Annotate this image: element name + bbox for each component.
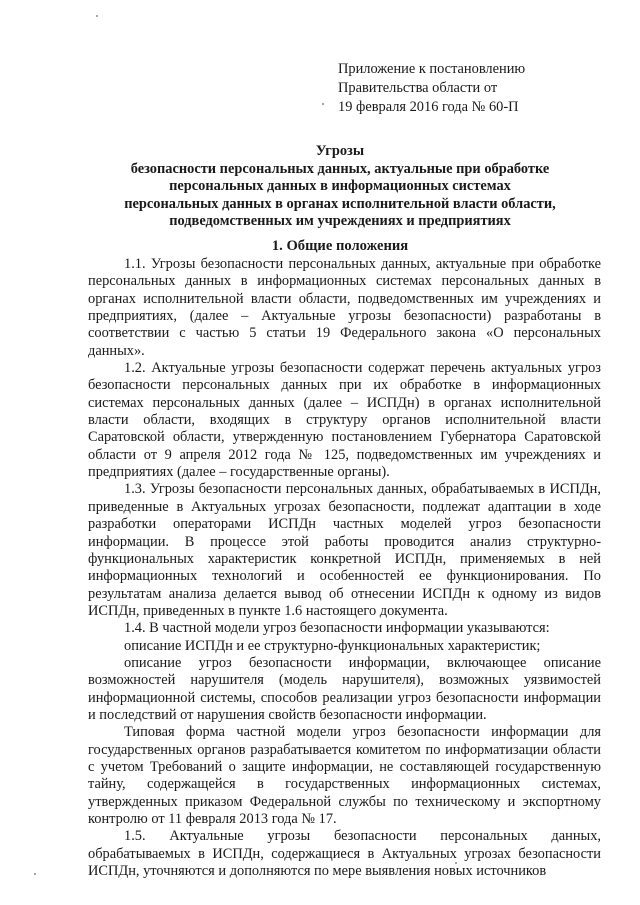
title-line: персональных данных в органах исполнительной власти области, bbox=[124, 195, 556, 212]
paragraph: 1.4. В частной модели угроз безопасности информации указываются: bbox=[124, 620, 550, 637]
paragraph: 1.3. Угрозы безопасности персональных данных, обрабатываемых в ИСПДн, приведенные в Актуальных угрозах безопасности, подлежат адаптации в ходе разработки операторами ИСПДн частных моделей угроз безопасности информации. В процессе этой работы проводится анализ структурно-функциональных характеристик конкретной ИСПДн, применяемых в ней информационных технологий и особенностей ее функционирования. По результатам анализа делается вывод об отнесении ИСПДн к одному из видов ИСПДн, приведенных в пункте 1.6 настоящего документа. bbox=[88, 481, 601, 619]
appendix-reference bbox=[338, 60, 525, 117]
title-line: безопасности персональных данных, актуальные при обработке bbox=[130, 160, 550, 177]
paragraph: описание ИСПДн и ее структурно-функциональных характеристик; bbox=[124, 637, 541, 654]
title-line: Угрозы bbox=[315, 143, 365, 159]
scan-speck bbox=[34, 873, 36, 875]
paragraph: Типовая форма частной модели угроз безопасности информации для государственных органов разрабатывается комитетом по информатизации области с учетом Требований о защите информации, не составляющей государственную тайну, содержащейся в государственных информационных системах, утвержденных приказом Федеральной службы по техническому и экспортному контролю от 11 февраля 2013 года № 17. bbox=[88, 724, 601, 827]
paragraph: 1.1. Угрозы безопасности персональных данных, актуальные при обработке персональных данных в информационных системах персональных данных в органах исполнительной власти области, подведомственных им учреждениях и предприятиях, (далее – Актуальные угрозы безопасности) разработаны в соответствии с частью 5 статьи 19 Федерального закона «О персональных данных». bbox=[88, 256, 601, 359]
title-line: персональных данных в информационных системах bbox=[169, 178, 511, 195]
appendix-line: Правительства области от bbox=[338, 80, 498, 96]
appendix-line: 19 февраля 2016 года № 60-П bbox=[338, 99, 519, 115]
scan-speck bbox=[96, 15, 98, 17]
title-line: подведомственных им учреждениях и предприятиях bbox=[169, 213, 511, 230]
paragraph: 1.5. Актуальные угрозы безопасности персональных данных, обрабатываемых в ИСПДн, содержащиеся в Актуальных угрозах безопасности ИСПДн, уточняются и дополняются по мере выявления новых источников bbox=[88, 828, 601, 880]
document-title bbox=[80, 143, 600, 231]
paragraph: 1.2. Актуальные угрозы безопасности содержат перечень актуальных угроз безопасности персональных данных при их обработке в информационных системах персональных данных (далее – ИСПДн) в органах исполнительной власти области, входящих в структуру органов исполнительной власти Саратовской области, утвержденную постановлением Губернатора Саратовской области от 9 апреля 2012 года № 125, подведомственных им учреждениях и предприятиях (далее – государственные органы). bbox=[88, 360, 601, 481]
paragraph: описание угроз безопасности информации, включающее описание возможностей нарушителя (модель нарушителя), возможных уязвимостей информационной системы, способов реализации угроз безопасности информации и последствий от нарушения свойств безопасности информации. bbox=[88, 654, 601, 723]
scan-speck bbox=[322, 103, 324, 105]
section-heading: 1. Общие положения bbox=[271, 238, 409, 254]
document-body bbox=[88, 256, 601, 880]
appendix-line: Приложение к постановлению bbox=[338, 61, 526, 77]
